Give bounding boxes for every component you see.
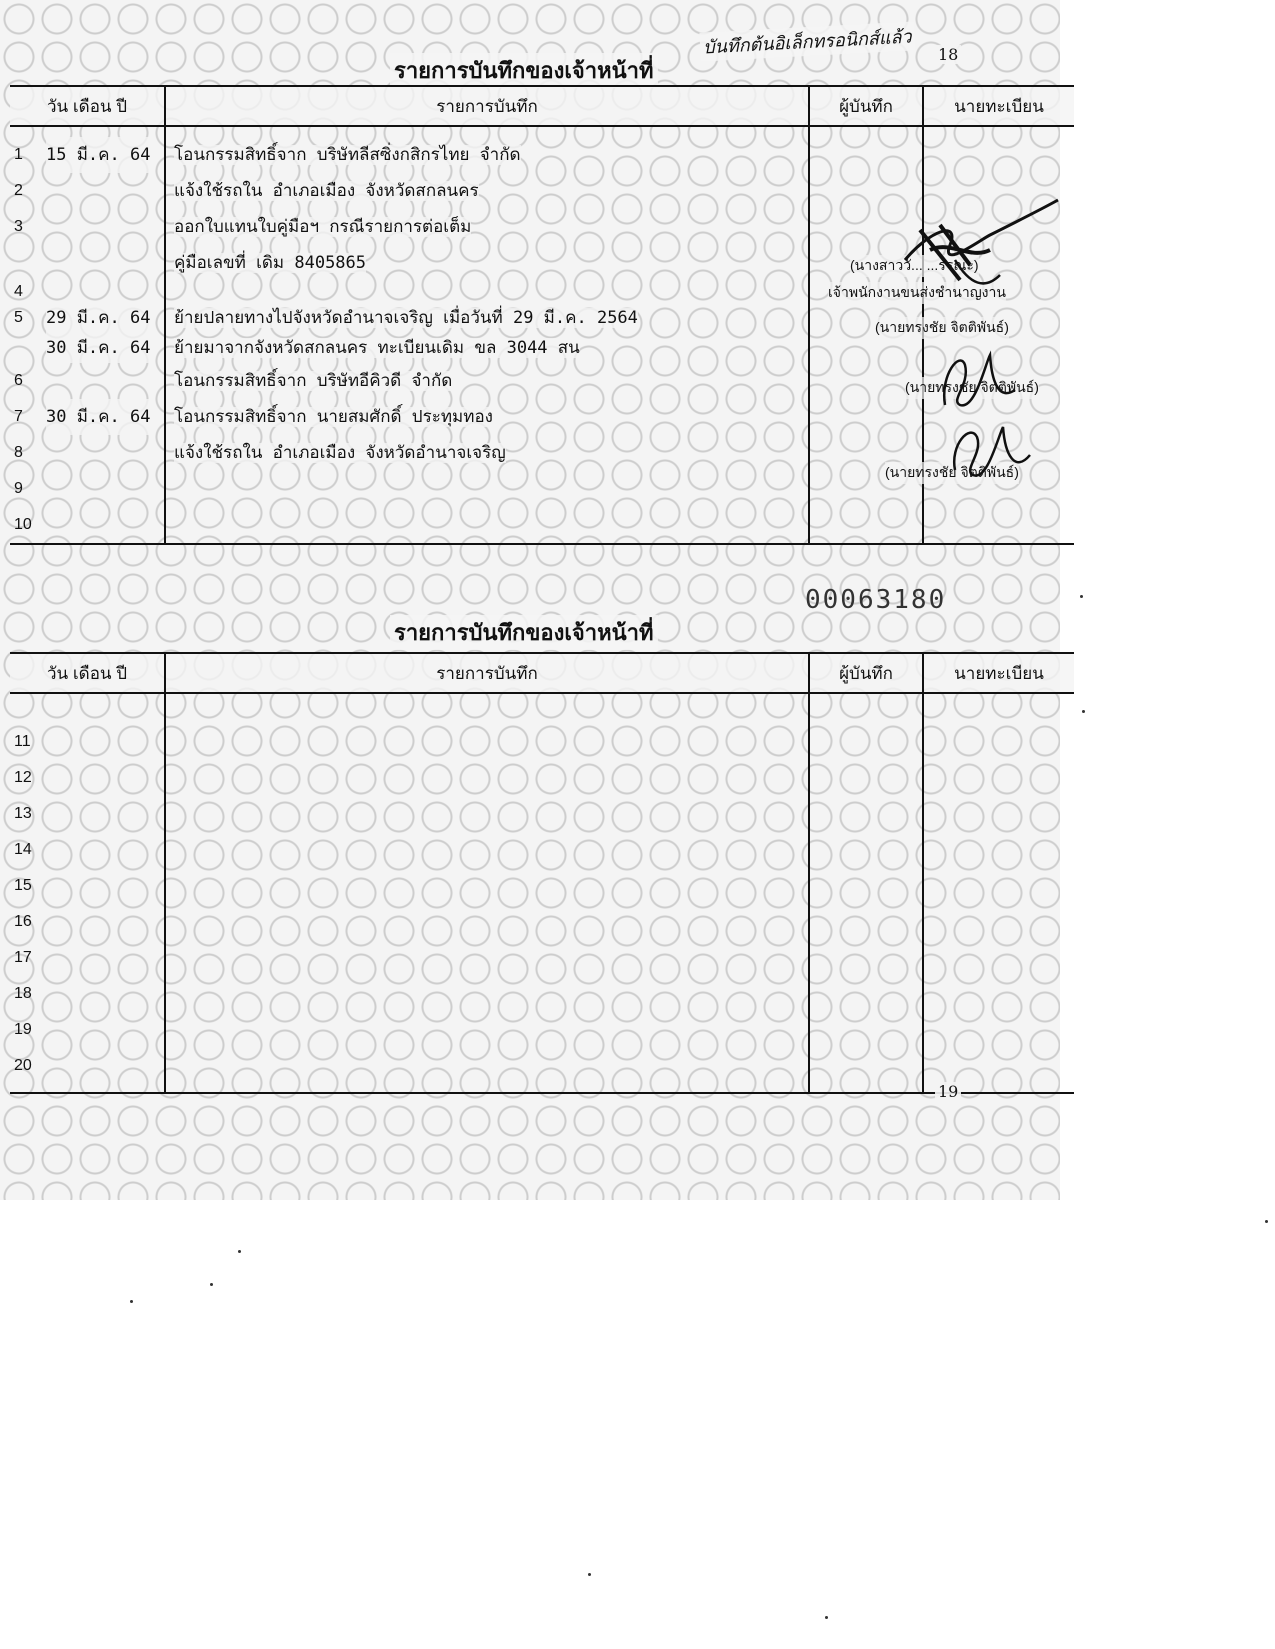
table-row: 3 — [14, 218, 23, 235]
entry-column — [165, 693, 809, 1093]
registrar-column — [923, 693, 1074, 1093]
handwritten-signature-3 — [945, 415, 1035, 485]
officer-record-table-bottom — [10, 652, 1074, 1094]
table-row: 6 — [14, 372, 23, 389]
header-entry: รายการบันทึก — [165, 86, 809, 126]
scan-speck — [238, 1250, 241, 1253]
signature-name-3: (นายทรงชัย จิตติพันธ์) — [905, 377, 1039, 399]
recorder-column — [809, 693, 923, 1093]
header-registrar: นายทะเบียน — [923, 653, 1074, 693]
table-row: 9 — [14, 480, 23, 497]
table-row: 4 — [14, 283, 23, 300]
entry-line: ย้ายมาจากจังหวัดสกลนคร ทะเบียนเดิม ขล 3044 สน — [174, 338, 580, 358]
electronic-record-stamp: บันทึกต้นอิเล็กทรอนิกส์แล้ว — [699, 21, 915, 61]
table-row: 15 — [14, 877, 32, 894]
table-row: 10 — [14, 516, 32, 533]
scan-speck — [1082, 710, 1085, 713]
entry-line: ย้ายปลายทางไปจังหวัดอำนาจเจริญ เมื่อวันที่ 29 มี.ค. 2564 — [174, 308, 638, 328]
scan-speck — [588, 1573, 591, 1576]
header-recorder: ผู้บันทึก — [809, 86, 923, 126]
handwritten-signature-2 — [930, 345, 1020, 415]
handwritten-signature-1 — [900, 190, 1060, 300]
table-row: 1 15 มี.ค. 64 — [10, 137, 164, 173]
page-number-bottom: 19 — [935, 1082, 961, 1101]
section-title-bottom: รายการบันทึกของเจ้าหน้าที่ — [390, 615, 658, 650]
date-column — [10, 126, 165, 544]
table-row: 18 — [14, 985, 32, 1002]
header-date: วัน เดือน ปี — [10, 653, 165, 693]
table-row: 16 — [14, 913, 32, 930]
date-column — [10, 693, 165, 1093]
ledger-section-top — [10, 15, 1060, 545]
table-row: 2 — [14, 182, 23, 199]
signature-name-1: (นางสาววั... ...รรณะ) — [850, 255, 979, 277]
scan-speck — [1080, 595, 1083, 598]
table-row: 5 29 มี.ค. 64 — [10, 303, 164, 333]
header-date: วัน เดือน ปี — [10, 86, 165, 126]
table-row: 12 — [14, 769, 32, 786]
entry-column — [165, 126, 809, 544]
table-row: 7 30 มี.ค. 64 — [10, 399, 164, 435]
table-row: 19 — [14, 1021, 32, 1038]
header-entry: รายการบันทึก — [165, 653, 809, 693]
table-row: 20 — [14, 1057, 32, 1074]
table-row: 30 มี.ค. 64 — [10, 333, 164, 363]
scan-speck — [825, 1616, 828, 1619]
serial-number: 00063180 — [805, 585, 947, 615]
entry-line: คู่มือเลขที่ เดิม 8405865 — [174, 253, 367, 273]
entry-line: โอนกรรมสิทธิ์จาก นายสมศักดิ์ ประทุมทอง — [174, 407, 493, 427]
entry-line: แจ้งใช้รถใน อำเภอเมือง จังหวัดสกลนคร — [174, 181, 479, 201]
signature-name-2: (นายทรงชัย จิตติพันธ์) — [875, 317, 1009, 339]
scan-speck — [210, 1283, 213, 1286]
entry-line: แจ้งใช้รถใน อำเภอเมือง จังหวัดอำนาจเจริญ — [174, 443, 506, 463]
signature-title-1: เจ้าพนักงานขนส่งชำนาญงาน — [828, 282, 1006, 304]
table-row — [10, 245, 164, 281]
signature-name-4: (นายทรงชัย จิตติพันธ์) — [885, 462, 1019, 484]
table-row: 11 — [14, 733, 31, 750]
header-registrar: นายทะเบียน — [923, 86, 1074, 126]
header-recorder: ผู้บันทึก — [809, 653, 923, 693]
entry-line — [174, 281, 808, 303]
entry-line: โอนกรรมสิทธิ์จาก บริษัทลีสซิ่งกสิกรไทย จำกัด — [174, 145, 521, 165]
table-row: 14 — [14, 841, 32, 858]
entry-line: โอนกรรมสิทธิ์จาก บริษัทอีคิวดี จำกัด — [174, 371, 453, 391]
table-row: 13 — [14, 805, 32, 822]
section-title-top: รายการบันทึกของเจ้าหน้าที่ — [390, 53, 658, 88]
table-row: 17 — [14, 949, 32, 966]
scan-speck — [130, 1300, 133, 1303]
page-number-top: 18 — [935, 45, 961, 64]
table-row: 8 — [14, 444, 23, 461]
ledger-section-bottom — [10, 585, 1060, 1110]
scan-speck — [1265, 1220, 1268, 1223]
entry-line: ออกใบแทนใบคู่มือฯ กรณีรายการต่อเต็ม — [174, 217, 472, 237]
